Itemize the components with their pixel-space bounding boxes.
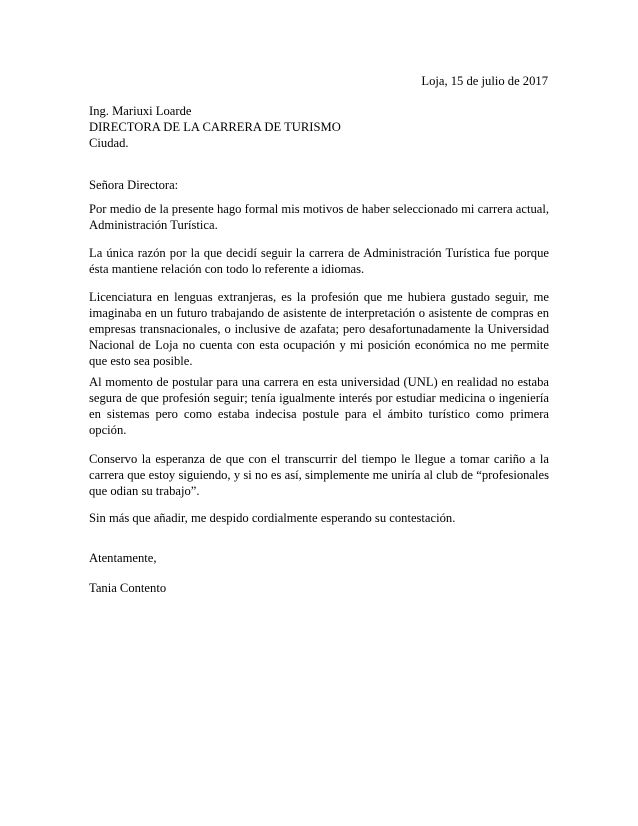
paragraph-4: Al momento de postular para una carrera en esta universidad (UNL) en realidad no estaba segura de que profesión seguir; tenía igualmente interés por estudiar medicina o ingeniería en sistemas pero como estaba indecisa postule para el ámbito turístico como primera opción. [89, 375, 549, 437]
paragraph-6: Sin más que añadir, me despido cordialmente esperando su contestación. [89, 511, 456, 525]
recipient-name: Ing. Mariuxi Loarde [89, 104, 192, 118]
paragraph-2: La única razón por la que decidí seguir la carrera de Administración Turística fue porque ésta mantiene relación con todo lo referente a idiomas. [89, 246, 549, 276]
paragraph-1: Por medio de la presente hago formal mis motivos de haber seleccionado mi carrera actual, Administración Turística. [89, 202, 549, 232]
letter-date: Loja, 15 de julio de 2017 [421, 74, 548, 88]
salutation: Señora Directora: [89, 178, 179, 192]
recipient-position: DIRECTORA DE LA CARRERA DE TURISMO [89, 120, 341, 134]
paragraph-5: Conservo la esperanza de que con el transcurrir del tiempo le llegue a tomar cariño a la carrera que estoy siguiendo, y si no es así, simplemente me uniría al club de “profesionales que odian su trabajo”. [89, 452, 549, 498]
signature: Tania Contento [89, 581, 167, 595]
recipient-city: Ciudad. [89, 136, 129, 150]
paragraph-3: Licenciatura en lenguas extranjeras, es la profesión que me hubiera gustado seguir, me imaginaba en un futuro trabajando de asistente de interpretación o asistente de compras en empresas transnacionales, o inclusive de azafata; pero desafortunadamente la Universidad Nacional de Loja no cuenta con esta ocupación y mi posición económica no me permite que esto sea posible. [89, 290, 549, 368]
closing: Atentamente, [89, 551, 157, 565]
